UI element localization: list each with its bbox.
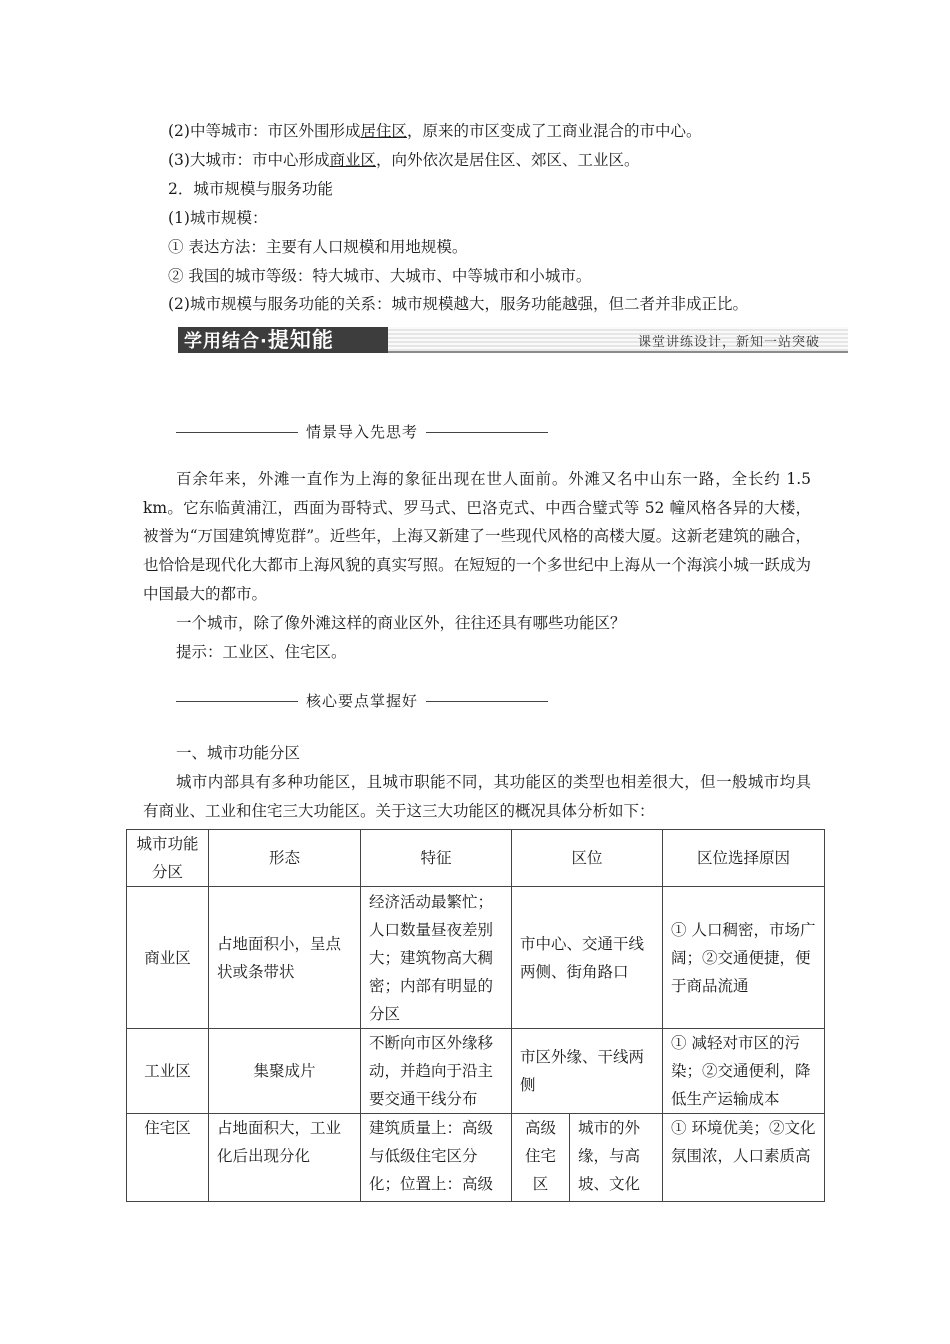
cell-zone-name: 商业区 [127, 887, 209, 1029]
scenario-question: 一个城市，除了像外滩这样的商业区外，往往还具有哪些功能区？ [176, 614, 626, 632]
cell-location: 市中心、交通干线两侧、街角路口 [512, 887, 663, 1029]
section-divider-core: 核心要点掌握好 [176, 689, 548, 713]
cell-reason: ① 减轻对市区的污染；②交通便利，降低生产运输成本 [663, 1029, 825, 1114]
banner-subtitle: 课堂讲练设计，新知一站突破 [638, 335, 821, 350]
text-line-scale: (1)城市规模： [168, 209, 268, 227]
cell-location: 城市的外缘，与高坡、文化 [570, 1114, 663, 1202]
header-feature: 特征 [361, 830, 512, 887]
header-form: 形态 [209, 830, 361, 887]
cell-feature: 建筑质量上：高级与低级住宅区分化；位置上：高级 [361, 1114, 512, 1202]
heading-city-scale: 2．城市规模与服务功能 [168, 180, 333, 198]
underlined-term-commercial: 商业区 [329, 151, 376, 169]
cell-feature: 经济活动最繁忙；人口数量昼夜差别大；建筑物高大稠密；内部有明显的分区 [361, 887, 512, 1029]
cell-form: 集聚成片 [209, 1029, 361, 1114]
subheading-functional-zones: 一、城市功能分区 [176, 744, 301, 762]
banner-stripe [388, 327, 848, 353]
header-reason: 区位选择原因 [663, 830, 825, 887]
header-zone: 城市功能分区 [127, 830, 209, 887]
text-line-large-city: (3)大城市：市中心形成商业区，向外依次是居住区、郊区、工业区。 [168, 151, 640, 169]
functional-zones-table [126, 829, 825, 1202]
cell-location-subtype: 高级住宅区 [512, 1114, 570, 1202]
text-line-medium-city: (2)中等城市：市区外围形成居住区，原来的市区变成了工商业混合的市中心。 [168, 122, 702, 140]
cell-reason: ① 人口稠密，市场广阔；②交通便捷，便于商品流通 [663, 887, 825, 1029]
text-line-relation: (2)城市规模与服务功能的关系：城市规模越大，服务功能越强，但二者并非成正比。 [168, 295, 748, 313]
cell-feature: 不断向市区外缘移动，并趋向于沿主要交通干线分布 [361, 1029, 512, 1114]
table-header-row [127, 830, 825, 887]
cell-form: 占地面积小，呈点状或条带状 [209, 887, 361, 1029]
scenario-hint: 提示：工业区、住宅区。 [176, 643, 347, 661]
scenario-paragraph: 百余年来，外滩一直作为上海的象征出现在世人面前。外滩又名中山东一路，全长约 1.5 km。它东临黄浦江，西面为哥特式、罗马式、巴洛克式、中西合璧式等 52 幢风格各异的大楼，被誉为“万国建筑博览群”。近些年，上海又新建了一些现代风格的高楼大厦。这新老建筑的融合，也恰恰是现代化大都市上海风貌的真实写照。在短短的一个多世纪中上海从一个海滨小城一跃成为中国最大的都市。 [143, 470, 811, 603]
cell-zone-name: 工业区 [127, 1029, 209, 1114]
header-location: 区位 [512, 830, 663, 887]
text-line-city-grades: ② 我国的城市等级：特大城市、大城市、中等城市和小城市。 [168, 267, 592, 285]
underlined-term-residential: 居住区 [360, 122, 407, 140]
cell-reason: ① 环境优美；②文化氛围浓，人口素质高 [663, 1114, 825, 1202]
section-banner [178, 327, 848, 353]
cell-location: 市区外缘、干线两侧 [512, 1029, 663, 1114]
zones-paragraph: 城市内部具有多种功能区，且城市职能不同，其功能区的类型也相差很大，但一般城市均具有商业、工业和住宅三大功能区。关于这三大功能区的概况具体分析如下： [143, 773, 811, 820]
cell-form: 占地面积大，工业化后出现分化 [209, 1114, 361, 1202]
table-row [127, 1114, 825, 1202]
banner-title: 学用结合·提知能 [178, 327, 388, 353]
cell-zone-name: 住宅区 [127, 1114, 209, 1202]
text-line-expression: ① 表达方法：主要有人口规模和用地规模。 [168, 238, 468, 256]
table-row [127, 887, 825, 1029]
section-divider-scenario: 情景导入先思考 [176, 420, 548, 444]
table-row [127, 1029, 825, 1114]
